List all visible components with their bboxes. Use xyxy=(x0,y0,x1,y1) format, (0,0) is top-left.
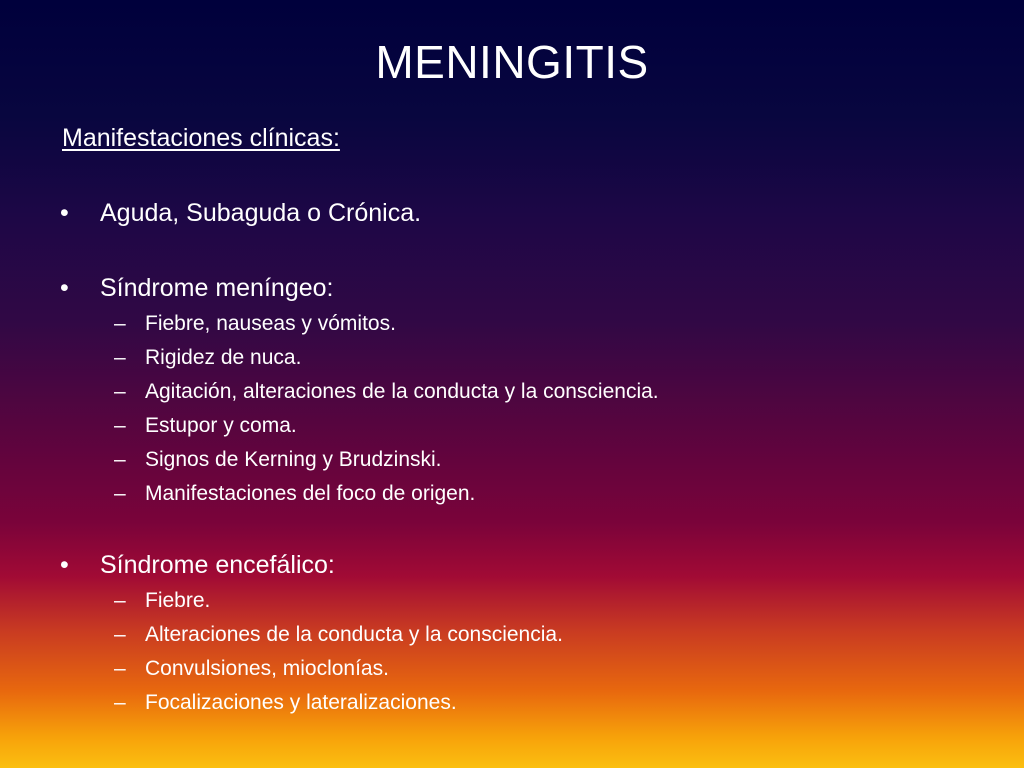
dash-marker: – xyxy=(114,691,126,714)
dash-marker: – xyxy=(114,346,126,369)
dash-marker: – xyxy=(114,414,126,437)
bullet-marker: • xyxy=(60,551,69,579)
sub-item-text: Focalizaciones y lateralizaciones. xyxy=(145,691,457,714)
sub-item-text: Manifestaciones del foco de origen. xyxy=(145,482,476,505)
sub-item-text: Estupor y coma. xyxy=(145,414,297,437)
sub-item xyxy=(114,310,396,338)
bullet-text: Síndrome encefálico: xyxy=(100,551,335,579)
sub-item xyxy=(114,412,297,440)
bullet-item-encephalic-syndrome xyxy=(60,549,335,581)
sub-item xyxy=(114,621,563,649)
bullet-marker: • xyxy=(60,274,69,302)
sub-item-text: Agitación, alteraciones de la conducta y la consciencia. xyxy=(145,380,659,403)
sub-item-text: Signos de Kerning y Brudzinski. xyxy=(145,448,442,471)
sub-item-text: Alteraciones de la conducta y la consciencia. xyxy=(145,623,563,646)
sub-item xyxy=(114,689,457,717)
bullet-text: Síndrome meníngeo: xyxy=(100,274,334,302)
sub-item xyxy=(114,344,301,372)
dash-marker: – xyxy=(114,312,126,335)
sub-item xyxy=(114,480,475,508)
dash-marker: – xyxy=(114,380,126,403)
dash-marker: – xyxy=(114,657,126,680)
dash-marker: – xyxy=(114,623,126,646)
bullet-marker: • xyxy=(60,199,69,227)
sub-item-text: Convulsiones, mioclonías. xyxy=(145,657,389,680)
section-heading: Manifestaciones clínicas: xyxy=(62,124,340,152)
dash-marker: – xyxy=(114,589,126,612)
dash-marker: – xyxy=(114,482,126,505)
sub-item-text: Fiebre. xyxy=(145,589,211,612)
sub-item xyxy=(114,655,389,683)
sub-item xyxy=(114,587,210,615)
bullet-text: Aguda, Subaguda o Crónica. xyxy=(100,199,422,227)
sub-item-text: Rigidez de nuca. xyxy=(145,346,302,369)
sub-item xyxy=(114,446,442,474)
sub-item-text: Fiebre, nauseas y vómitos. xyxy=(145,312,396,335)
bullet-item-meningeal-syndrome xyxy=(60,272,333,304)
sub-item xyxy=(114,378,659,406)
dash-marker: – xyxy=(114,448,126,471)
bullet-item-onset xyxy=(60,197,421,229)
slide-title: MENINGITIS xyxy=(375,36,649,88)
